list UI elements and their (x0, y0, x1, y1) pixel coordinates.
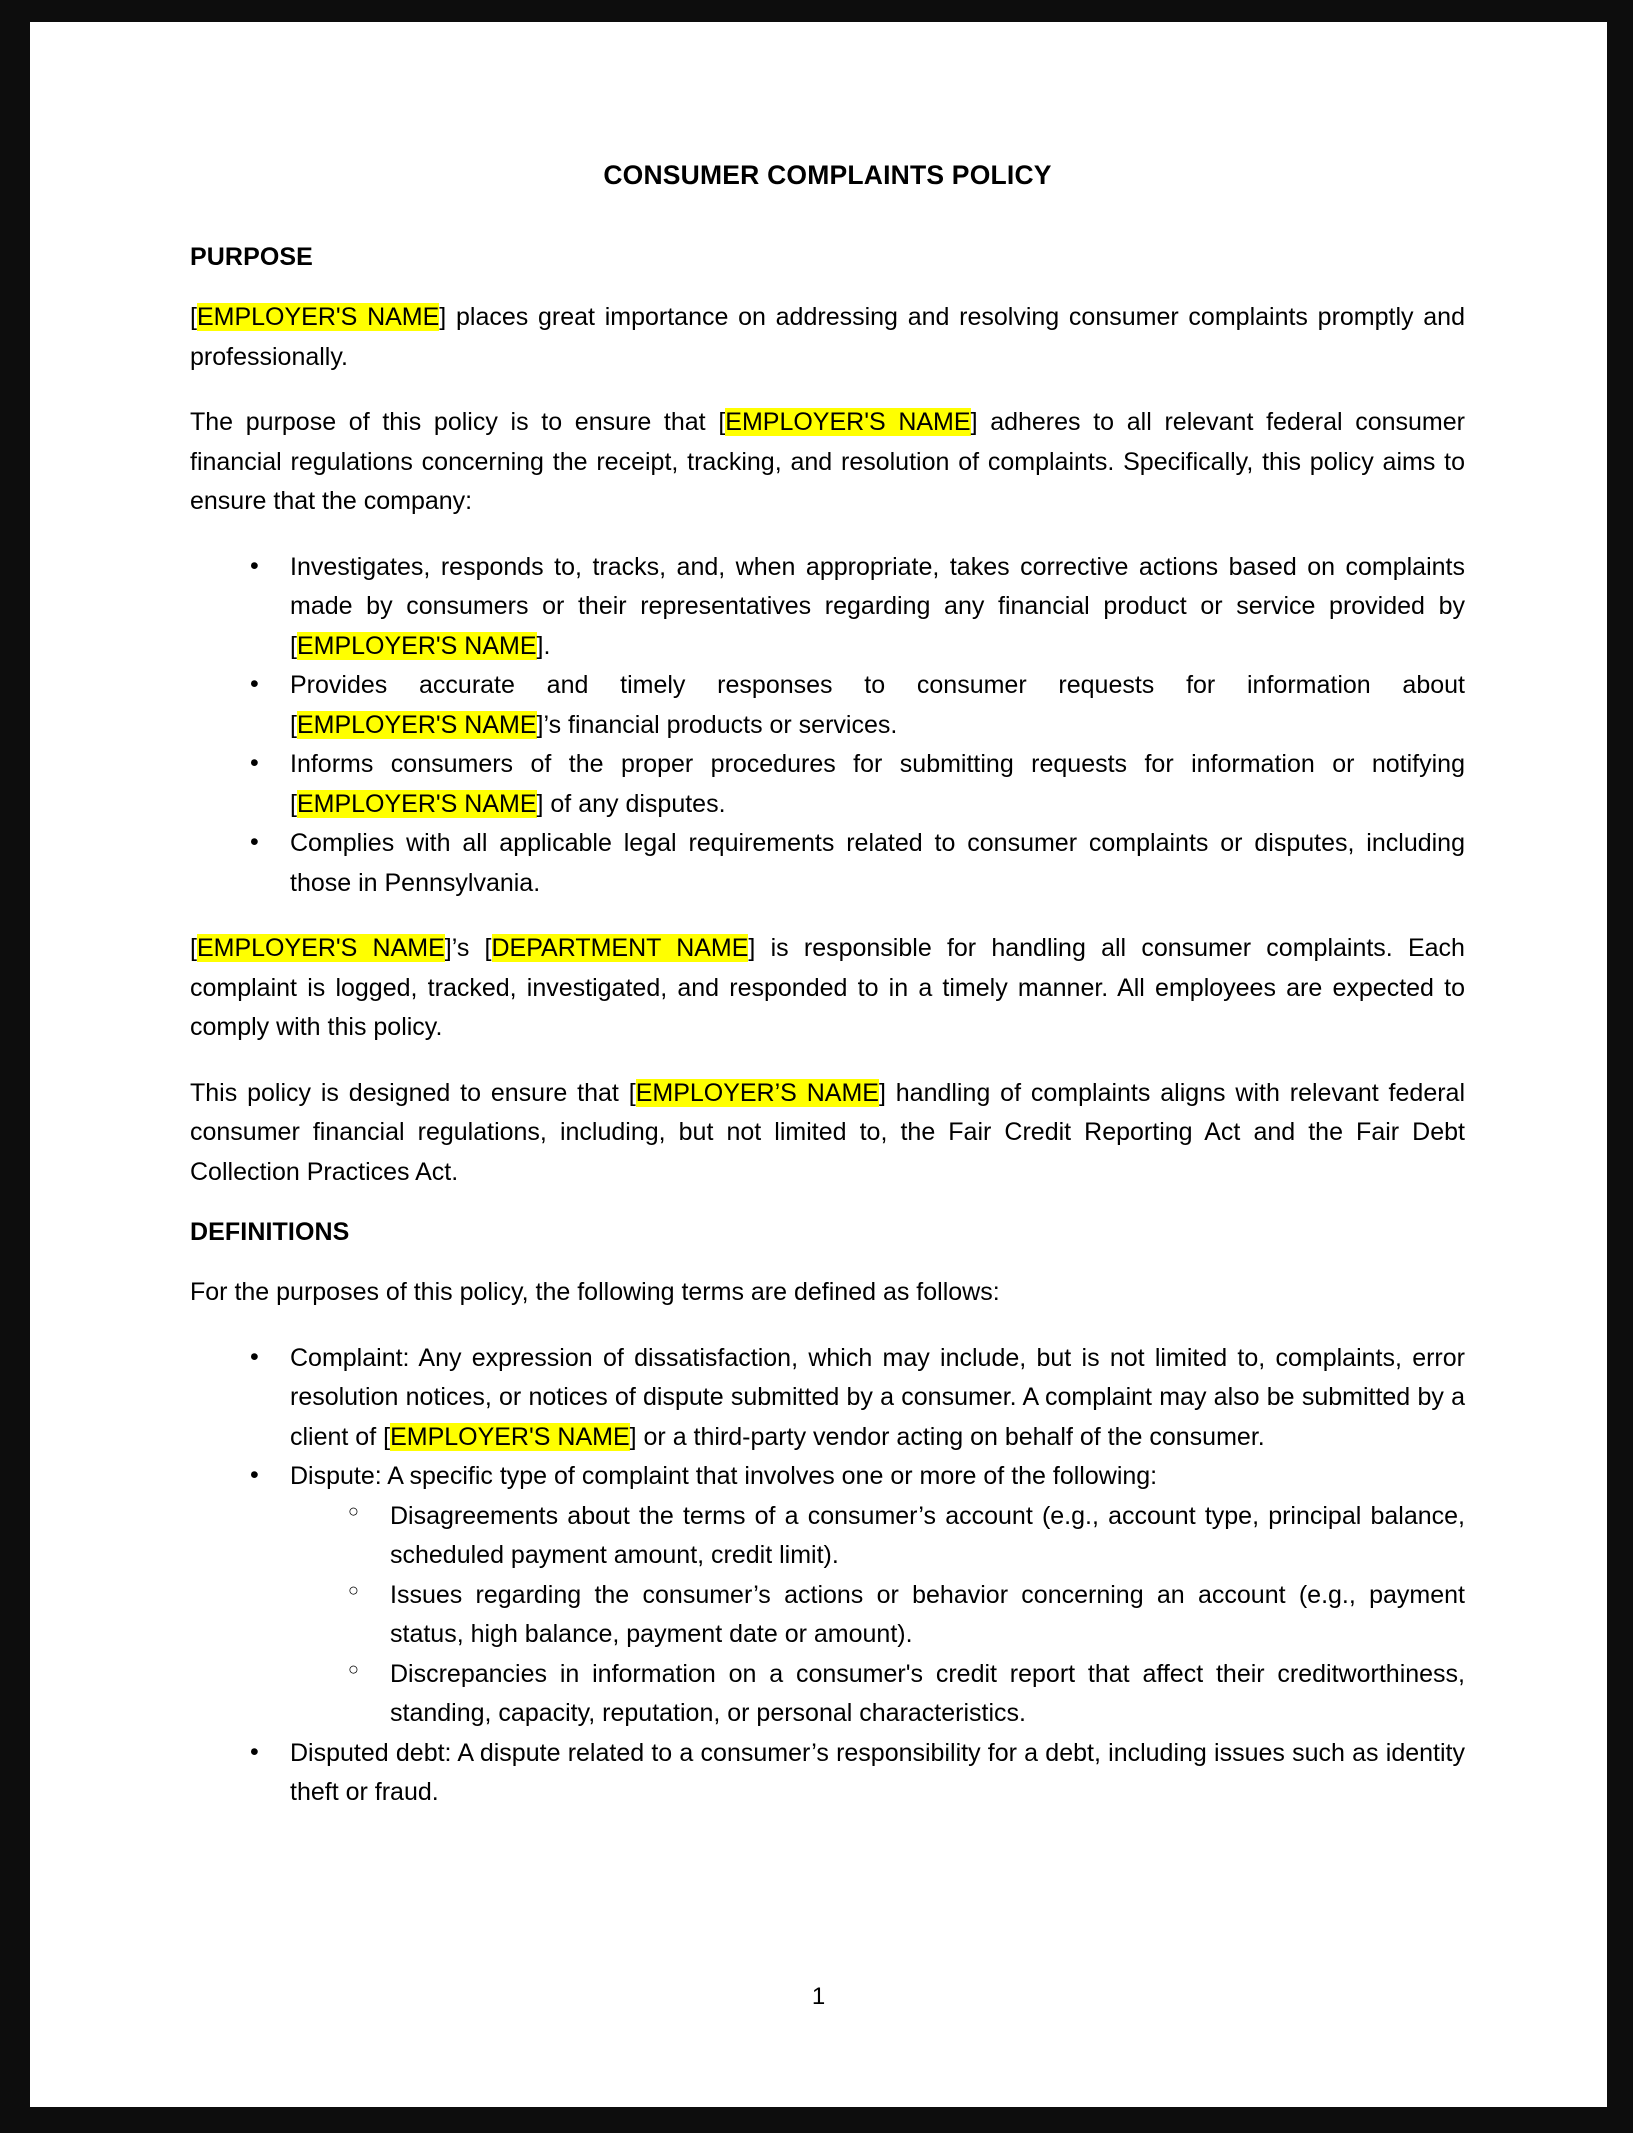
list-item: ○ Discrepancies in information on a consumer's credit report that affect their creditworthiness, standing, capacity, reputation, or personal characteristics. (290, 1655, 1465, 1734)
list-item (190, 1339, 1465, 1458)
text-before: Investigates, responds to, tracks, and, when appropriate, takes corrective actions based on complaints made by consumers or their representatives regarding any financial product or service provided by [ (290, 552, 1465, 660)
placeholder-employer-name: EMPLOYER'S NAME (296, 631, 537, 660)
list-item (190, 824, 1465, 903)
text-after: ]’s financial products or services. (536, 710, 898, 739)
list-item (190, 1734, 1465, 1813)
text-before: The purpose of this policy is to ensure that [ (190, 408, 726, 436)
section-heading-definitions: DEFINITIONS (190, 1218, 350, 1246)
text-after: ] places great importance on addressing and resolving consumer complaints promptly and professionally. (190, 303, 1465, 371)
text-after: ]. (536, 631, 551, 660)
list-item: ○ Issues regarding the consumer’s actions or behavior concerning an account (e.g., payment status, high balance, payment date or amount). (290, 1576, 1465, 1655)
text-before: [ (190, 303, 197, 331)
placeholder-employer-name: EMPLOYER'S NAME (390, 1422, 630, 1451)
text-after: ] adheres to all relevant federal consumer financial regulations concerning the receipt, tracking, and resolution of complaints. Specifically, this policy aims to ensure that the company: (190, 408, 1465, 515)
text-before: Dispute: A specific type of complaint that involves one or more of the following: (290, 1462, 1158, 1490)
list-item (190, 548, 1465, 667)
placeholder-employer-name: EMPLOYER'S NAME (196, 934, 445, 962)
text-before: Provides accurate and timely responses to consumer requests for information about [ (290, 671, 1465, 739)
placeholder-employer-name: EMPLOYER'S NAME (296, 710, 537, 739)
text-after: ] of any disputes. (536, 789, 726, 818)
page-title: CONSUMER COMPLAINTS POLICY (603, 160, 1052, 190)
dispute-subbullet-list (290, 1497, 1465, 1734)
paragraph-purpose-1 (190, 298, 1465, 377)
page-number: 1 (811, 1983, 826, 2010)
text-before: Complaint: Any expression of dissatisfaction, which may include, but is not limited to, complaints, error resolution notices, or notices of dispute submitted by a consumer. A complaint may also be submitted by a client of [ (290, 1343, 1465, 1451)
text-before: Disputed debt: A dispute related to a consumer’s responsibility for a debt, including issues such as identity theft or fraud. (290, 1738, 1465, 1806)
text-after: ] or a third-party vendor acting on behalf of the consumer. (629, 1422, 1265, 1451)
paragraph-purpose-3 (190, 929, 1465, 1048)
text-before: Complies with all applicable legal requirements related to consumer complaints or disputes, including those in Pennsylvania. (290, 829, 1465, 897)
list-item (190, 666, 1465, 745)
text-after: ] is responsible for handling all consumer complaints. Each complaint is logged, tracked, investigated, and responded to in a timely manner. All employees are expected to comply with this policy. (190, 934, 1465, 1041)
definitions-bullet-list (190, 1339, 1465, 1813)
text-mid: ]’s [ (444, 934, 492, 962)
placeholder-employer-name: EMPLOYER'S NAME (725, 408, 971, 436)
list-item (190, 745, 1465, 824)
text-after: ] handling of complaints aligns with relevant federal consumer financial regulations, including, but not limited to, the Fair Credit Reporting Act and the Fair Debt Collection Practices Act. (190, 1078, 1465, 1186)
placeholder-department-name: DEPARTMENT NAME (491, 934, 749, 962)
placeholder-employer-name: EMPLOYER’S NAME (635, 1078, 879, 1107)
paragraph-purpose-2 (190, 403, 1465, 522)
placeholder-employer-name: EMPLOYER'S NAME (196, 303, 440, 331)
text-before: Informs consumers of the proper procedures for submitting requests for information or notifying [ (290, 750, 1465, 818)
text-before: This policy is designed to ensure that [ (190, 1078, 636, 1107)
list-item: ○ Disagreements about the terms of a consumer’s account (e.g., account type, principal balance, scheduled payment amount, credit limit). (290, 1497, 1465, 1576)
paragraph-definitions-intro: For the purposes of this policy, the following terms are defined as follows: (190, 1278, 1000, 1306)
paragraph-purpose-4 (190, 1074, 1465, 1193)
placeholder-employer-name: EMPLOYER'S NAME (296, 789, 537, 818)
section-heading-purpose: PURPOSE (190, 243, 313, 271)
purpose-bullet-list (190, 548, 1465, 904)
document-page (30, 22, 1607, 2107)
text-before: [ (190, 934, 197, 962)
list-item (190, 1457, 1465, 1734)
